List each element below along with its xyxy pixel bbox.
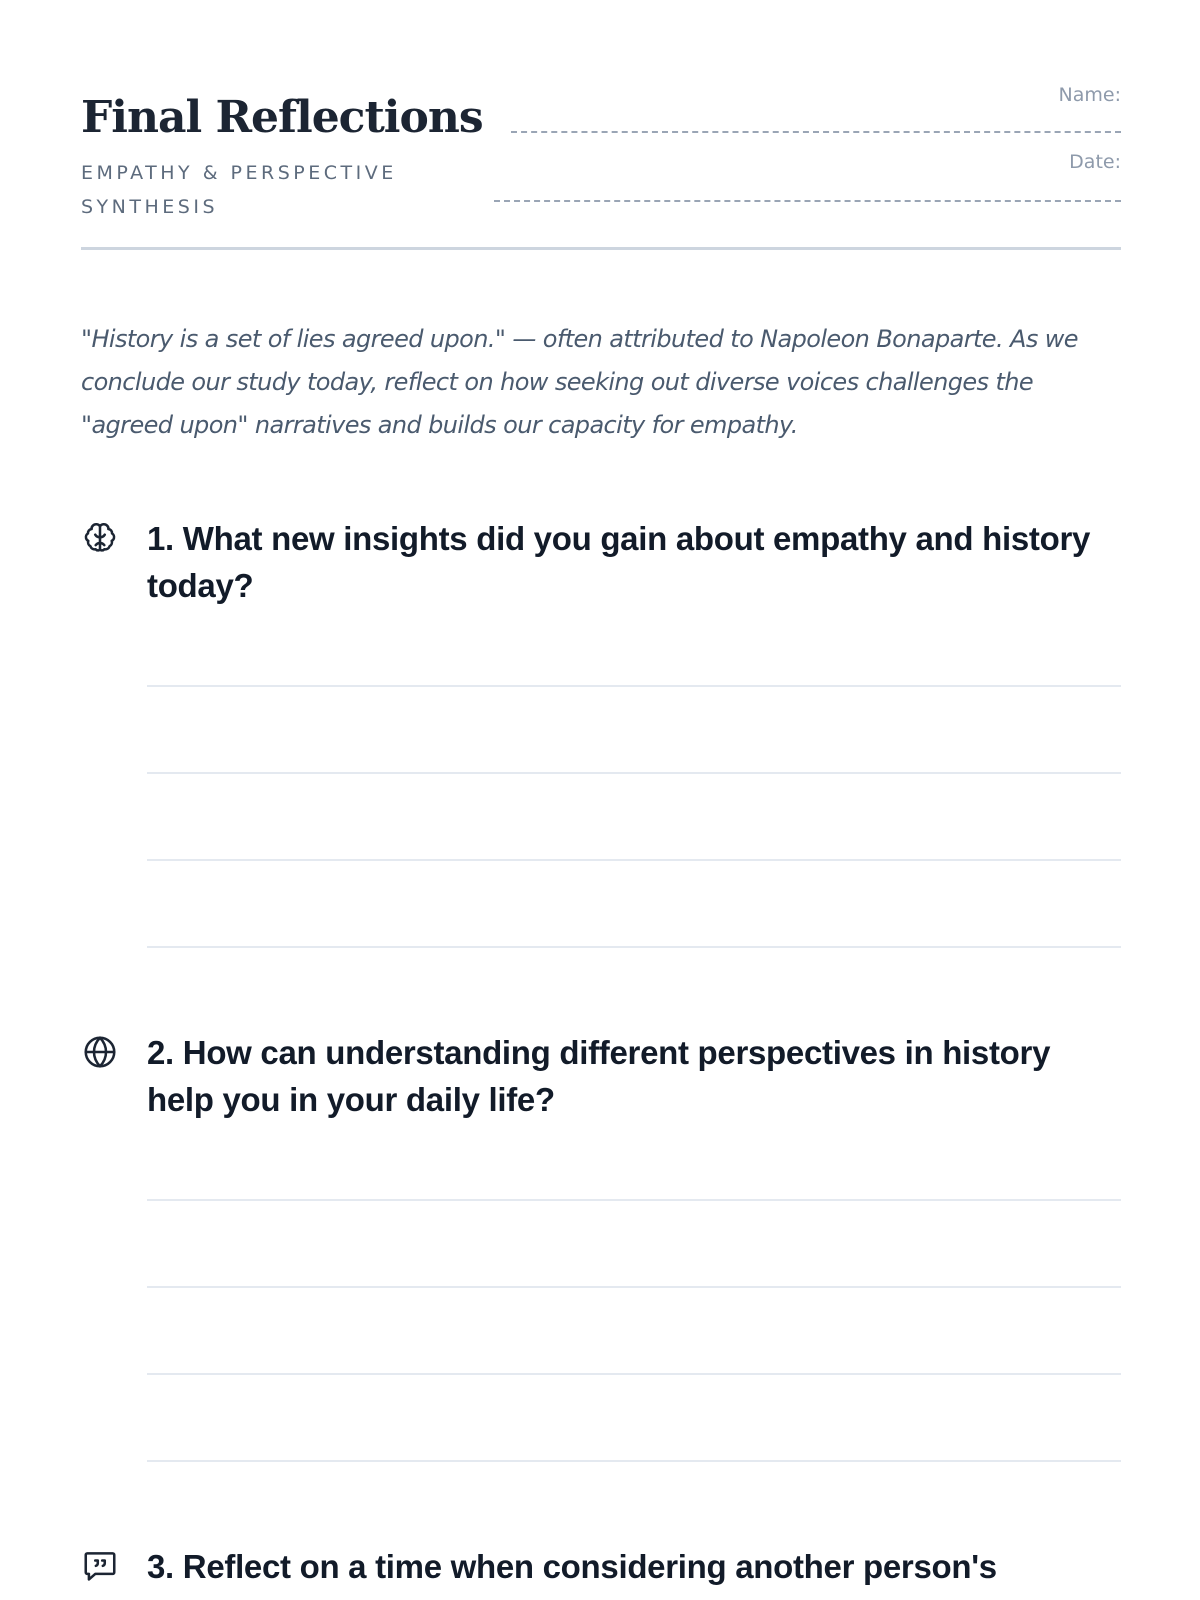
page-subtitle: EMPATHY & PERSPECTIVE SYNTHESIS xyxy=(81,162,397,218)
answer-line[interactable] xyxy=(147,1199,1121,1201)
answer-line[interactable] xyxy=(147,772,1121,774)
answer-line[interactable] xyxy=(147,685,1121,687)
globe-icon xyxy=(81,1033,119,1071)
intro-quote: "History is a set of lies agreed upon." — often attributed to Napoleon Bonaparte. As we conclude our study today, reflect on how seeking out diverse voices challenges the "agreed upon" narratives and builds our capacity for empathy. xyxy=(81,325,1078,439)
question-1 xyxy=(81,515,1121,955)
brain-icon xyxy=(81,519,119,557)
answer-line[interactable] xyxy=(147,946,1121,948)
worksheet-page xyxy=(81,0,1121,1600)
quote-bubble-icon xyxy=(81,1547,119,1585)
page-title: Final Reflections xyxy=(81,92,483,143)
answer-line[interactable] xyxy=(147,1460,1121,1462)
date-field[interactable] xyxy=(494,200,1121,202)
question-3-text: 3. Reflect on a time when considering another person's xyxy=(147,1548,997,1585)
answer-line[interactable] xyxy=(147,1286,1121,1288)
name-label: Name: xyxy=(1058,84,1121,106)
date-label: Date: xyxy=(1069,151,1121,173)
question-2 xyxy=(81,1029,1121,1469)
question-3 xyxy=(81,1543,1121,1600)
question-1-text: 1. What new insights did you gain about empathy and history today? xyxy=(147,520,1091,604)
question-2-text: 2. How can understanding different perspectives in history help you in your daily life? xyxy=(147,1034,1051,1118)
answer-line[interactable] xyxy=(147,1373,1121,1375)
name-field[interactable] xyxy=(511,131,1121,133)
worksheet-header xyxy=(81,0,1121,250)
answer-line[interactable] xyxy=(147,859,1121,861)
